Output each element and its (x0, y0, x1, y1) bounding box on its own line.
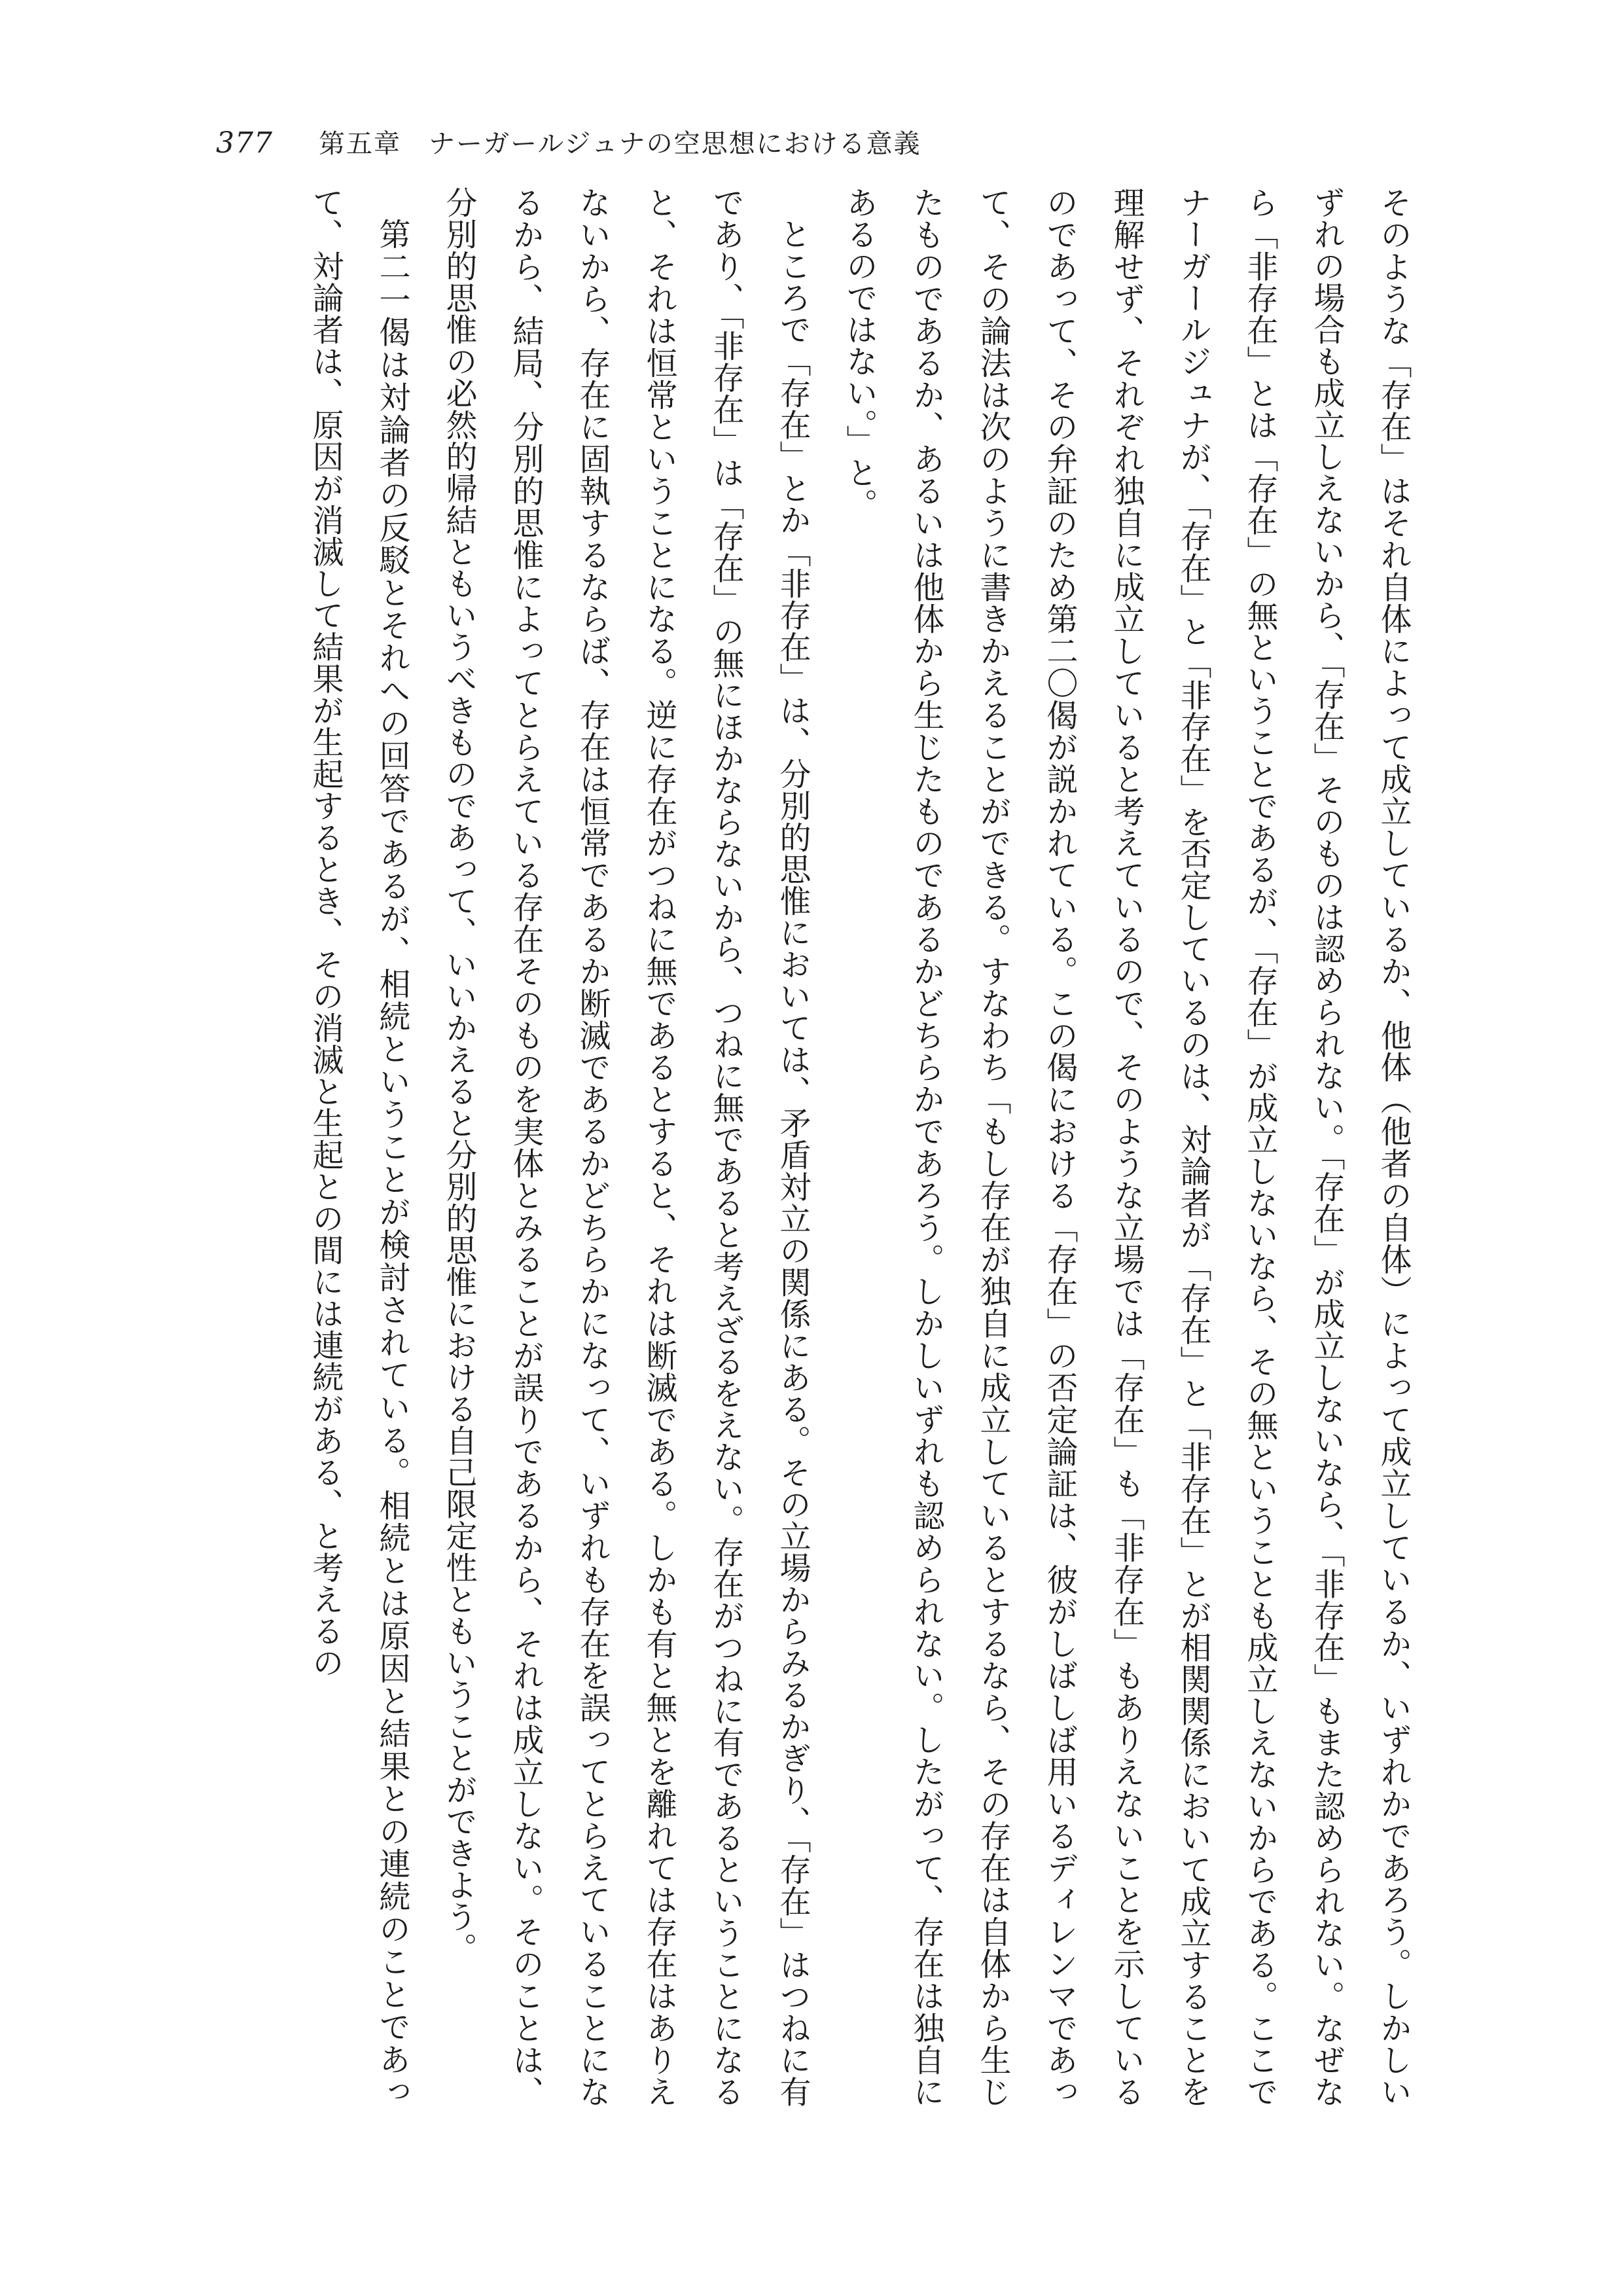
body-text (196, 187, 1427, 2108)
paragraph: 第二一偈は対論者の反駁とそれへの回答であるが、相続ということが検討されている。相続とは原因と結果との連続のことであって、対論者は、原因が消滅して結果が生起するとき、その消滅と生起との間には連続がある、と考えるの (307, 187, 410, 2108)
paragraph: ところで「存在」とか「非存在」は、分別的思惟においては、矛盾対立の関係にある。その立場からみるかぎり、「存在」はつねに有であり、「非存在」は「存在」の無にほかならないから、つねに無であると考えざるをえない。存在がつねに有であるということになると、それは恒常ということになる。逆に存在がつねに無であるとすると、それは断滅である。しかも有と無とを離れては存在はありえないから、存在に固執するならば、存在は恒常であるか断滅であるかどちらかになって、いずれも存在を誤ってとらえていることになるから、結局、分別的思惟によってとらえている存在そのものを実体とみることが誤りであるから、それは成立しない。そのことは、分別的思惟の必然的帰結ともいうべきものであって、いいかえると分別的思惟における自己限定性ともいうことができよう。 (440, 187, 811, 2108)
paragraph: そのような「存在」はそれ自体によって成立しているか、他体（他者の自体）によって成立しているか、いずれかであろう。しかしいずれの場合も成立しえないから、「存在」そのものは認められない。「存在」が成立しないなら、「非存在」もまた認められない。なぜなら「非存在」とは「存在」の無ということであるが、「存在」が成立しないなら、その無ということも成立しえないからである。ここでナーガールジュナが、「存在」と「非存在」を否定しているのは、対論者が「存在」と「非存在」とが相関関係において成立することを理解せず、それぞれ独自に成立していると考えているので、そのような立場では「存在」も「非存在」もありえないことを示しているのであって、その弁証のため第二〇偈が説かれている。この偈における「存在」の否定論証は、彼がしばしば用いるディレンマであって、その論法は次のように書きかえることができる。すなわち「もし存在が独自に成立しているとするなら、その存在は自体から生じたものであるか、あるいは他体から生じたものであるかどちらかであろう。しかしいずれも認められない。したがって、存在は独自にあるのではない。」と。 (841, 187, 1412, 2108)
page-number: 377 (216, 126, 273, 160)
running-header (216, 123, 921, 169)
chapter-title: 第五章 ナーガールジュナの空思想における意義 (318, 129, 921, 159)
